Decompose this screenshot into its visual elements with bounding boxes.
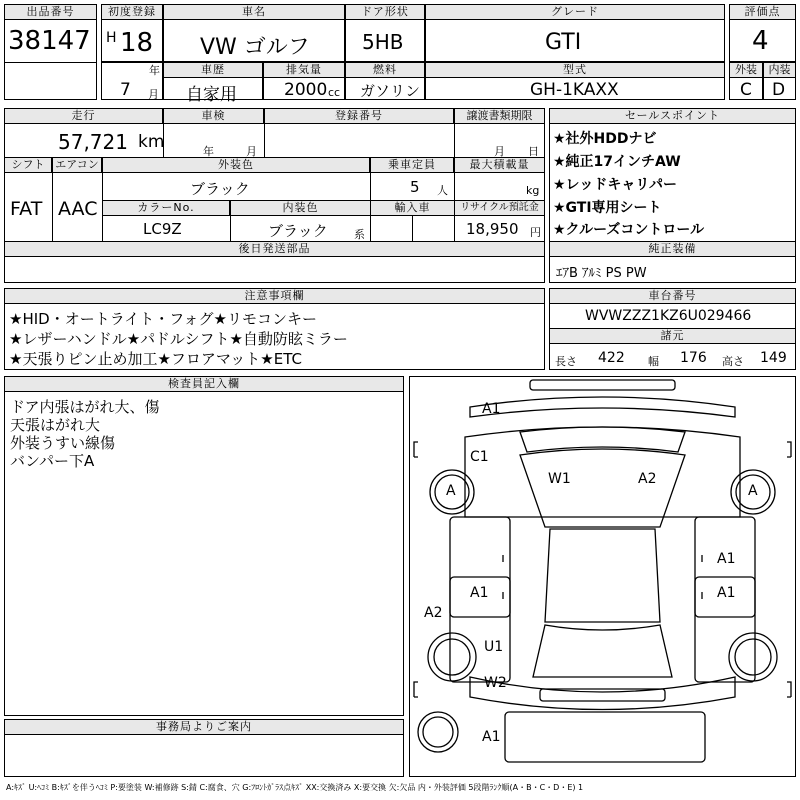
sales-point-item: ★レッドキャリパー xyxy=(553,177,677,193)
history: 自家用 xyxy=(186,85,237,105)
mileage-label: 走行 xyxy=(5,109,163,124)
transfer-label: 譲渡書類期限 xyxy=(455,109,544,124)
int-color-label: 内装色 xyxy=(231,201,370,216)
max-load-label: 最大積載量 xyxy=(455,158,544,173)
interior-label: 内装 xyxy=(764,63,795,78)
insp-month-unit: 月 xyxy=(246,145,257,158)
lot-number: 38147 xyxy=(8,26,91,56)
capacity-label: 乗車定員 xyxy=(371,158,454,173)
lot-label: 出品番号 xyxy=(5,5,96,20)
exterior-grade: C xyxy=(740,80,752,100)
inspector-line: ドア内張はがれ大、傷 xyxy=(10,398,160,416)
car-name: VW ゴルフ xyxy=(200,35,310,60)
equipment-label: 純正装備 xyxy=(550,242,795,257)
color: ブラック xyxy=(190,180,250,198)
exterior-label: 外装 xyxy=(730,63,762,78)
length: 422 xyxy=(598,350,625,366)
first-reg-month: 7 xyxy=(120,80,131,100)
mileage: 57,721 xyxy=(58,130,128,154)
damage-mark: W1 xyxy=(548,471,571,487)
first-reg-label: 初度登録 xyxy=(102,5,162,20)
history-label: 車歴 xyxy=(164,63,262,78)
sales-point-item: ★純正17インチAW xyxy=(553,154,681,170)
notes-line: ★HID・オートライト・フォグ★リモコンキー xyxy=(9,310,317,328)
car-diagram-svg xyxy=(410,377,795,776)
fuel-label: 燃料 xyxy=(346,63,424,78)
interior-grade: D xyxy=(772,80,786,100)
length-label: 長さ xyxy=(555,355,577,368)
mileage-unit: km xyxy=(138,132,165,152)
sales-point-item: ★クルーズコントロール xyxy=(553,222,705,238)
door-type: 5HB xyxy=(362,30,404,54)
color-no: LC9Z xyxy=(143,220,182,238)
damage-mark: A xyxy=(748,483,758,499)
month-unit: 月 xyxy=(148,88,159,101)
damage-mark: A xyxy=(446,483,456,499)
score-label: 評価点 xyxy=(730,5,795,20)
notes-line: ★レザーハンドル★パドルシフト★自動防眩ミラー xyxy=(9,330,348,348)
damage-mark: C1 xyxy=(470,449,489,465)
notes-line: ★天張りピン止め加工★フロアマット★ETC xyxy=(9,350,302,368)
chassis-label: 車台番号 xyxy=(550,289,795,304)
plate-label: 登録番号 xyxy=(265,109,454,124)
model-code: GH-1KAXX xyxy=(530,80,619,100)
inspector-line: バンパー下A xyxy=(10,452,95,470)
shift: FAT xyxy=(10,198,43,220)
damage-mark: A1 xyxy=(470,585,489,601)
damage-mark: W2 xyxy=(484,675,507,691)
later-parts-label: 後日発送部品 xyxy=(5,242,544,257)
height-label: 高さ xyxy=(722,355,744,368)
year-unit: 年 xyxy=(149,64,160,77)
sales-point-item: ★社外HDDナビ xyxy=(553,131,657,147)
grade: GTI xyxy=(545,30,582,55)
damage-mark: U1 xyxy=(484,639,504,655)
ac: AAC xyxy=(58,198,98,220)
damage-diagram xyxy=(409,376,796,777)
legend: A:ｷｽﾞ U:ﾍｺﾐ B:ｷｽﾞを伴うﾍｺﾐ P:要塗装 W:補修跡 S:錆 C:腐食、穴 G:ﾌﾛﾝﾄｶﾞﾗｽ点ｷｽﾞ XX:交換済み X:要交換 欠:欠品 内・外装評価 5段階ﾗﾝｸ順(A・B・C・D・E) 1 xyxy=(6,783,584,792)
transfer-month-unit: 月 xyxy=(494,145,505,158)
sales-point-item: ★GTI専用シート xyxy=(553,200,662,216)
import-label: 輸入車 xyxy=(371,201,454,216)
chassis-number: WVWZZZ1KZ6U029466 xyxy=(585,308,752,324)
inspector-line: 天張はがれ大 xyxy=(10,416,101,434)
damage-mark: A1 xyxy=(717,551,736,567)
recycle-unit: 円 xyxy=(530,226,541,239)
int-color-unit: 系 xyxy=(354,228,365,241)
car-name-label: 車名 xyxy=(164,5,344,20)
grade-label: グレード xyxy=(426,5,724,20)
sales-points-label: セールスポイント xyxy=(550,109,795,124)
color-label: 外装色 xyxy=(103,158,370,173)
width-label: 幅 xyxy=(648,355,659,368)
recycle-label: リサイクル預託金 xyxy=(455,201,544,216)
transfer-day-unit: 日 xyxy=(528,145,539,158)
color-no-label: カラーNo. xyxy=(103,201,230,216)
damage-mark: A1 xyxy=(717,585,736,601)
equipment: ｴｱB ｱﾙﾐ PS PW xyxy=(556,266,647,281)
damage-mark: A1 xyxy=(482,401,501,417)
damage-mark: A2 xyxy=(424,605,443,621)
int-color: ブラック xyxy=(268,222,328,240)
specs-label: 諸元 xyxy=(550,329,795,344)
displacement: 2000 xyxy=(284,80,328,100)
capacity: 5 xyxy=(410,178,420,196)
fuel: ガソリン xyxy=(360,82,421,100)
office-label: 事務局よりご案内 xyxy=(5,720,403,735)
damage-mark: A1 xyxy=(482,729,501,745)
damage-mark: A2 xyxy=(638,471,657,487)
insp-year-unit: 年 xyxy=(203,145,214,158)
first-reg-year: 18 xyxy=(120,28,154,58)
notes-label: 注意事項欄 xyxy=(5,289,544,304)
displacement-label: 排気量 xyxy=(264,63,344,78)
displacement-unit: cc xyxy=(328,86,341,99)
door-label: ドア形状 xyxy=(346,5,424,20)
model-label: 型式 xyxy=(426,63,724,78)
shift-label: シフト xyxy=(5,158,52,173)
score: 4 xyxy=(752,26,769,56)
height: 149 xyxy=(760,350,787,366)
max-load-unit: kg xyxy=(526,184,540,197)
width: 176 xyxy=(680,350,707,366)
ac-label: エアコン xyxy=(53,158,102,173)
inspection-label: 車検 xyxy=(164,109,264,124)
recycle: 18,950 xyxy=(466,220,519,238)
inspector-line: 外装うすい線傷 xyxy=(10,434,116,452)
inspector-label: 検査員記入欄 xyxy=(5,377,403,392)
capacity-unit: 人 xyxy=(437,184,448,197)
era: H xyxy=(106,30,117,46)
